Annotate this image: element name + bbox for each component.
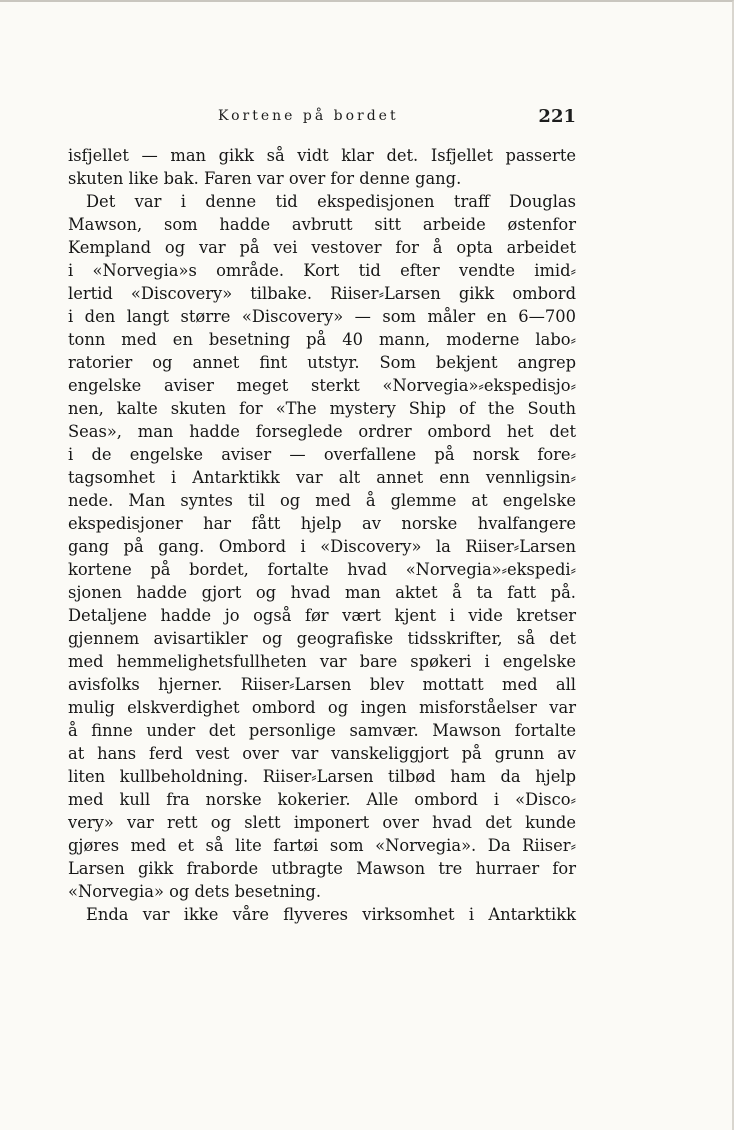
page-header <box>68 106 576 130</box>
body-text <box>68 144 576 926</box>
text-line: gang på gang. Ombord i «Discovery» la Riiser⸗Larsen <box>68 537 576 556</box>
text-line: avisfolks hjerner. Riiser⸗Larsen blev mottatt med all <box>68 675 576 694</box>
text-line: Detaljene hadde jo også før vært kjent i vide kretser <box>68 606 576 625</box>
text-line: med hemmelighetsfullheten var bare spøkeri i engelske <box>68 652 576 671</box>
text-line: isfjellet — man gikk så vidt klar det. Isfjellet passerte <box>68 146 576 165</box>
text-line: Enda var ikke våre flyveres virksomhet i Antarktikk <box>86 905 576 924</box>
text-line: very» var rett og slett imponert over hvad det kunde <box>68 813 576 832</box>
text-line: i «Norvegia»s område. Kort tid efter vendte imid⸗ <box>68 261 576 280</box>
text-line: at hans ferd vest over var vanskeliggjort på grunn av <box>68 744 576 763</box>
text-line: Larsen gikk fraborde utbragte Mawson tre hurraer for <box>68 859 576 878</box>
text-line: kortene på bordet, fortalte hvad «Norvegia»⸗ekspedi⸗ <box>68 560 576 579</box>
running-title: Kortene på bordet <box>218 108 399 124</box>
text-line: sjonen hadde gjort og hvad man aktet å ta fatt på. <box>68 583 576 602</box>
text-line: Kempland og var på vei vestover for å opta arbeidet <box>68 238 576 257</box>
text-line: Mawson, som hadde avbrutt sitt arbeide østenfor <box>68 215 576 234</box>
text-line: lertid «Discovery» tilbake. Riiser⸗Larsen gikk ombord <box>68 284 576 303</box>
text-line: å finne under det personlige samvær. Mawson fortalte <box>68 721 576 740</box>
text-line: «Norvegia» og dets besetning. <box>68 882 321 901</box>
text-line: nen, kalte skuten for «The mystery Ship of the South <box>68 399 576 418</box>
text-line: tagsomhet i Antarktikk var alt annet enn vennligsin⸗ <box>68 468 576 487</box>
text-line: ratorier og annet fint utstyr. Som bekjent angrep <box>68 353 576 372</box>
text-line: i de engelske aviser — overfallene på norsk fore⸗ <box>68 445 576 464</box>
text-line: Det var i denne tid ekspedisjonen traff Douglas <box>86 192 576 211</box>
text-line: gjennem avisartikler og geografiske tidsskrifter, så det <box>68 629 576 648</box>
text-line: Seas», man hadde forseglede ordrer ombord het det <box>68 422 576 441</box>
page-number: 221 <box>538 106 576 127</box>
text-line: engelske aviser meget sterkt «Norvegia»⸗ekspedisjo⸗ <box>68 376 576 395</box>
text-line: med kull fra norske kokerier. Alle ombord i «Disco⸗ <box>68 790 576 809</box>
text-line: liten kullbeholdning. Riiser⸗Larsen tilbød ham da hjelp <box>68 767 576 786</box>
text-line: tonn med en besetning på 40 mann, moderne labo⸗ <box>68 330 576 349</box>
text-line: skuten like bak. Faren var over for denne gang. <box>68 169 462 188</box>
text-line: mulig elskverdighet ombord og ingen misforståelser var <box>68 698 576 717</box>
text-line: i den langt større «Discovery» — som måler en 6—700 <box>68 307 576 326</box>
text-line: ekspedisjoner har fått hjelp av norske hvalfangere <box>68 514 576 533</box>
text-line: gjøres med et så lite fartøi som «Norvegia». Da Riiser⸗ <box>68 836 576 855</box>
text-line: nede. Man syntes til og med å glemme at engelske <box>68 491 576 510</box>
